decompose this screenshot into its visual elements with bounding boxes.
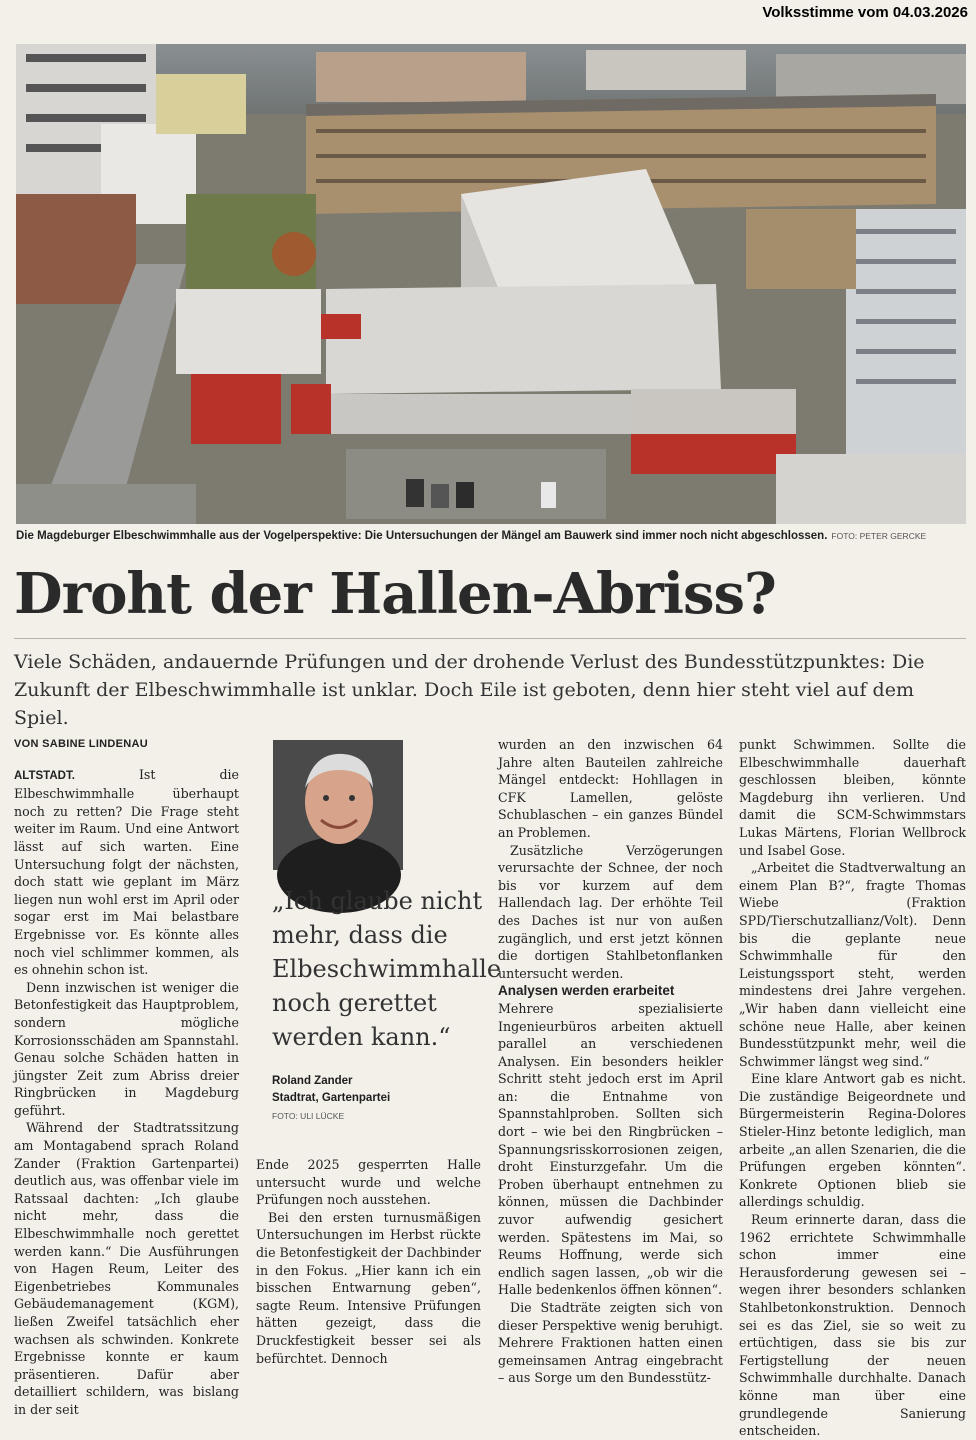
paragraph: Mehrere spezialisierte Ingenieurbüros arbeiten aktuell parallel an verschiedenen Analysen. Ein besonders heikler Schritt steht jedoch erst im April an: die Entnahme von Spannstahlproben. Sollten sich dort – wie bei den Ringbrücken – Spannungsrisskorrosionen zeigen, droht Einsturzgefahr. Um die Proben überhaupt entnehmen zu können, müssen die Dachbinder zuvor aufwendig gesichert werden. Spätestens im Mai, so Reums Hoffnung, werde sich endlich sagen lassen, „ob wir die Halle bedenkenlos öffnen können“. (498, 1000, 723, 1298)
paragraph: Reum erinnerte daran, dass die 1962 errichtete Schwimmhalle schon immer eine Herausforderung gewesen sei – wegen ihrer besonders schlanken Stahlbetonkonstruktion. Dennoch sei es das Ziel, sie so weit zu ertüchtigen, dass sie bis zur Fertigstellung der neuen Schwimmhalle durchhalte. Danach könne man über eine grundlegende Sanierung entscheiden. (739, 1212, 966, 1439)
aerial-photo (16, 44, 966, 524)
article-column-3 (498, 736, 723, 1387)
article-column-2 (256, 1156, 481, 1367)
lead-paragraph: Viele Schäden, andauernde Prüfungen und der drohende Verlust des Bundesstützpunktes: Die Zukunft der Elbeschwimmhalle ist unklar. Doch Eile ist geboten, denn hier steht viel auf dem Spiel. (14, 651, 925, 729)
subheading: Analysen werden erarbeitet (498, 983, 675, 999)
pull-quote: „Ich glaube nicht mehr, dass die Elbeschwimmhalle noch gerettet werden kann.“ (272, 887, 502, 1051)
article-column-4 (739, 736, 966, 1440)
byline: VON SABINE LINDENAU (14, 738, 149, 750)
dateline: ALTSTADT. (14, 769, 75, 782)
portrait-photo (273, 740, 403, 870)
quote-author-role: Stadtrat, Gartenpartei (272, 1092, 391, 1104)
quote-author (272, 1073, 487, 1107)
paragraph: punkt Schwimmen. Sollte die Elbeschwimmhalle dauerhaft geschlossen bleiben, könnte Magdeburg ihn verlieren. Und damit die SCM-Schwimmstars Lukas Märtens, Florian Wellbrock und Isabel Gose. (739, 737, 966, 858)
headline: Droht der Hallen-Abriss? (14, 561, 776, 627)
portrait-credit: FOTO: ULI LÜCKE (272, 1111, 345, 1121)
paragraph: Ende 2025 gesperrten Halle untersucht wurde und welche Prüfungen noch ausstehen. (256, 1157, 481, 1208)
paragraph: Denn inzwischen ist weniger die Betonfestigkeit das Hauptproblem, sondern mögliche Korrosionsschäden am Spannstahl. Genau solche Schäden hatten in jüngster Zeit zum Abriss dreier Ringbrücken in Magdeburg geführt. (14, 979, 239, 1118)
paragraph: Die Stadträte zeigten sich von dieser Perspektive wenig beruhigt. Mehrere Fraktionen hatten einen gemeinsamen Antrag eingebracht – aus Sorge um den Bundesstütz- (498, 1300, 723, 1386)
photo-caption (16, 530, 966, 542)
paragraph: „Arbeitet die Stadtverwaltung an einem Plan B?“, fragte Thomas Wiebe (Fraktion SPD/Tierschutzallianz/Volt). Denn bis die geplante neue Schwimmhalle für den Leistungssport steht, werden mindestens drei Jahre vergehen. „Wir haben dann vielleicht eine schöne neue Halle, aber keinen Bundesstützpunkt mehr, weil die Schwimmer längst weg sind.“ (739, 860, 966, 1069)
paragraph: Während der Stadtratssitzung am Montagabend sprach Roland Zander (Fraktion Gartenpartei) deutlich aus, was offenbar viele im Ratssaal dachten: „Ich glaube nicht mehr, dass die Elbeschwimmhalle noch gerettet werden kann.“ Die Ausführungen von Hagen Reum, Leiter des Eigenbetriebes Kommunales Gebäudemanagement (KGM), ließen Zweifel tatsächlich eher wachsen als schwinden. Konkrete Ergebnisse konnte er kaum präsentieren. Dafür aber detailliert schildern, was bislang in der seit (14, 1120, 239, 1417)
paragraph: Eine klare Antwort gab es nicht. Die zuständige Beigeordnete und Bürgermeisterin Regina-Dolores Stieler-Hinz betonte lediglich, man arbeite „an allen Szenarien, die die Prüfungen ergeben könnten“. Konkrete Optionen blieb sie allerdings schuldig. (739, 1071, 966, 1210)
paragraph: wurden an den inzwischen 64 Jahre alten Bauteilen zahlreiche Mängel entdeckt: Hohllagen in CFK Lamellen, gelöste Schublaschen – ein ganzes Bündel an Problemen. (498, 737, 723, 840)
paragraph: ALTSTADT. Ist die Elbeschwimmhalle überhaupt noch zu retten? Die Frage steht weiter im Raum. Und eine Antwort lässt auf sich warten. Eine Untersuchung folgt der nächsten, doch statt wie geplant im März liegen nun wohl erst im April oder sogar erst im Mai belastbare Ergebnisse vor. Es könnte alles noch viel schlimmer kommen, als es ohnehin schon ist. (14, 766, 239, 978)
article-column-1 (14, 736, 239, 1419)
paragraph: Bei den ersten turnusmäßigen Untersuchungen im Herbst rückte die Betonfestigkeit der Dachbinder in den Fokus. „Hier kann ich ein bisschen Entwarnung geben“, sagte Reum. Intensive Prüfungen hätten gezeigt, dass die Druckfestigkeit besser sei als befürchtet. Dennoch (256, 1209, 481, 1366)
photo-credit: FOTO: PETER GERCKE (831, 531, 927, 541)
caption-text: Die Magdeburger Elbeschwimmhalle aus der Vogelperspektive: Die Untersuchungen der Mängel am Bauwerk sind immer noch nicht abgeschlossen. (16, 530, 828, 542)
masthead: Volksstimme vom 04.03.2026 (762, 4, 968, 21)
headline-divider (14, 638, 966, 639)
paragraph: Zusätzliche Verzögerungen verursachte der Schnee, der noch bis vor kurzem auf dem Hallendach lag. Der erhöhte Teil des Daches ist nur von außen zugänglich, und erst jetzt können die dortigen Stahlbetonflanken untersucht werden. (498, 842, 723, 981)
quote-author-name: Roland Zander (272, 1075, 353, 1087)
